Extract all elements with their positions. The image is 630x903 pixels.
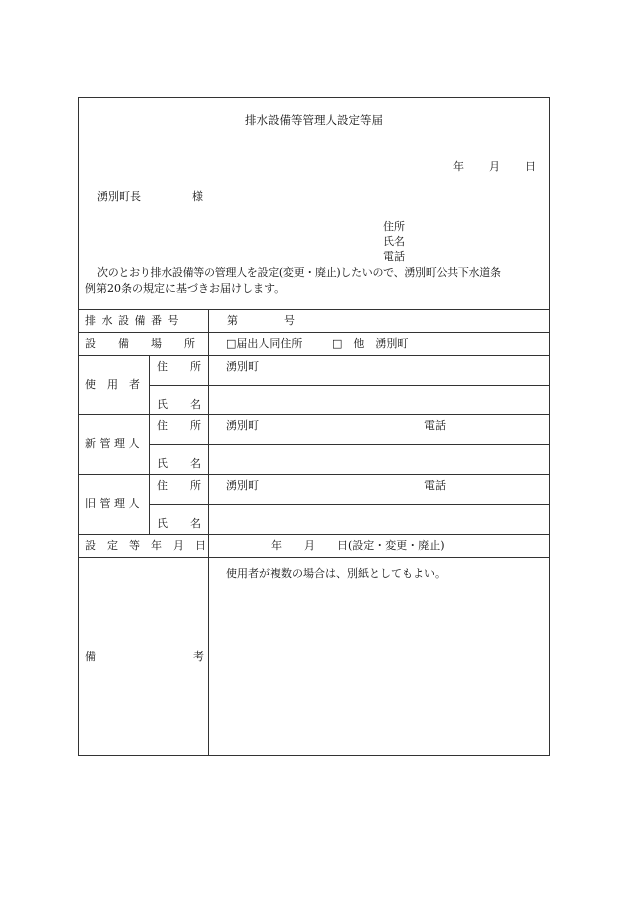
old-manager-address-label: 住 所 (157, 479, 201, 492)
new-manager-address-label: 住 所 (157, 419, 201, 432)
setting-date-value: 年 月 日(設定・変更・廃止) (271, 539, 445, 552)
facility-number-suffix: 号 (284, 314, 295, 327)
rule-group-column (149, 355, 150, 534)
applicant-name-label: 氏名 (383, 235, 405, 248)
setting-date-label: 設 定 等 年 月 日 (85, 539, 206, 552)
rule-label-column (208, 309, 209, 755)
old-manager-phone-label: 電話 (424, 479, 446, 492)
notification-form (78, 97, 550, 756)
facility-number-prefix: 第 (227, 314, 238, 327)
new-manager-name-label: 氏 名 (157, 457, 201, 470)
statement-line-1: 次のとおり排水設備等の管理人を設定(変更・廃止)したいので、湧別町公共下水道条 (97, 266, 501, 279)
new-manager-phone-label: 電話 (424, 419, 446, 432)
date-day-label: 日 (525, 160, 536, 173)
rule-row-6 (79, 557, 549, 558)
old-manager-name-label: 氏 名 (157, 517, 201, 530)
rule-old-mid (149, 504, 549, 505)
user-address-value: 湧別町 (226, 360, 259, 373)
location-same-address-checkbox[interactable]: □届出人同住所 (226, 337, 303, 350)
old-manager-label: 旧 管 理 人 (85, 497, 140, 510)
remarks-label-left: 備 (85, 650, 96, 663)
rule-new-mid (149, 444, 549, 445)
user-label: 使 用 者 (85, 378, 140, 391)
rule-row-1 (79, 332, 549, 333)
remarks-label-right: 考 (193, 650, 204, 663)
facility-location-label: 設 備 場 所 (85, 337, 195, 350)
rule-row-5 (79, 534, 549, 535)
applicant-phone-label: 電話 (383, 250, 405, 263)
date-year-label: 年 (453, 160, 464, 173)
old-manager-address-value: 湧別町 (226, 479, 259, 492)
date-month-label: 月 (489, 160, 500, 173)
location-other-checkbox[interactable]: □ 他 湧別町 (332, 337, 409, 350)
remarks-note: 使用者が複数の場合は、別紙としてもよい。 (226, 567, 446, 580)
new-manager-label: 新 管 理 人 (85, 437, 140, 450)
form-title: 排水設備等管理人設定等届 (245, 113, 383, 127)
new-manager-address-value: 湧別町 (226, 419, 259, 432)
rule-user-mid (149, 385, 549, 386)
statement-line-2: 例第20条の規定に基づきお届けします。 (85, 282, 286, 295)
rule-header-bottom (79, 309, 549, 310)
honorific-label: 様 (192, 190, 203, 203)
recipient-label: 湧別町長 (97, 190, 141, 203)
user-address-label: 住 所 (157, 360, 201, 373)
facility-number-label: 排 水 設 備 番 号 (85, 314, 180, 327)
applicant-address-label: 住所 (383, 220, 405, 233)
user-name-label: 氏 名 (157, 398, 201, 411)
